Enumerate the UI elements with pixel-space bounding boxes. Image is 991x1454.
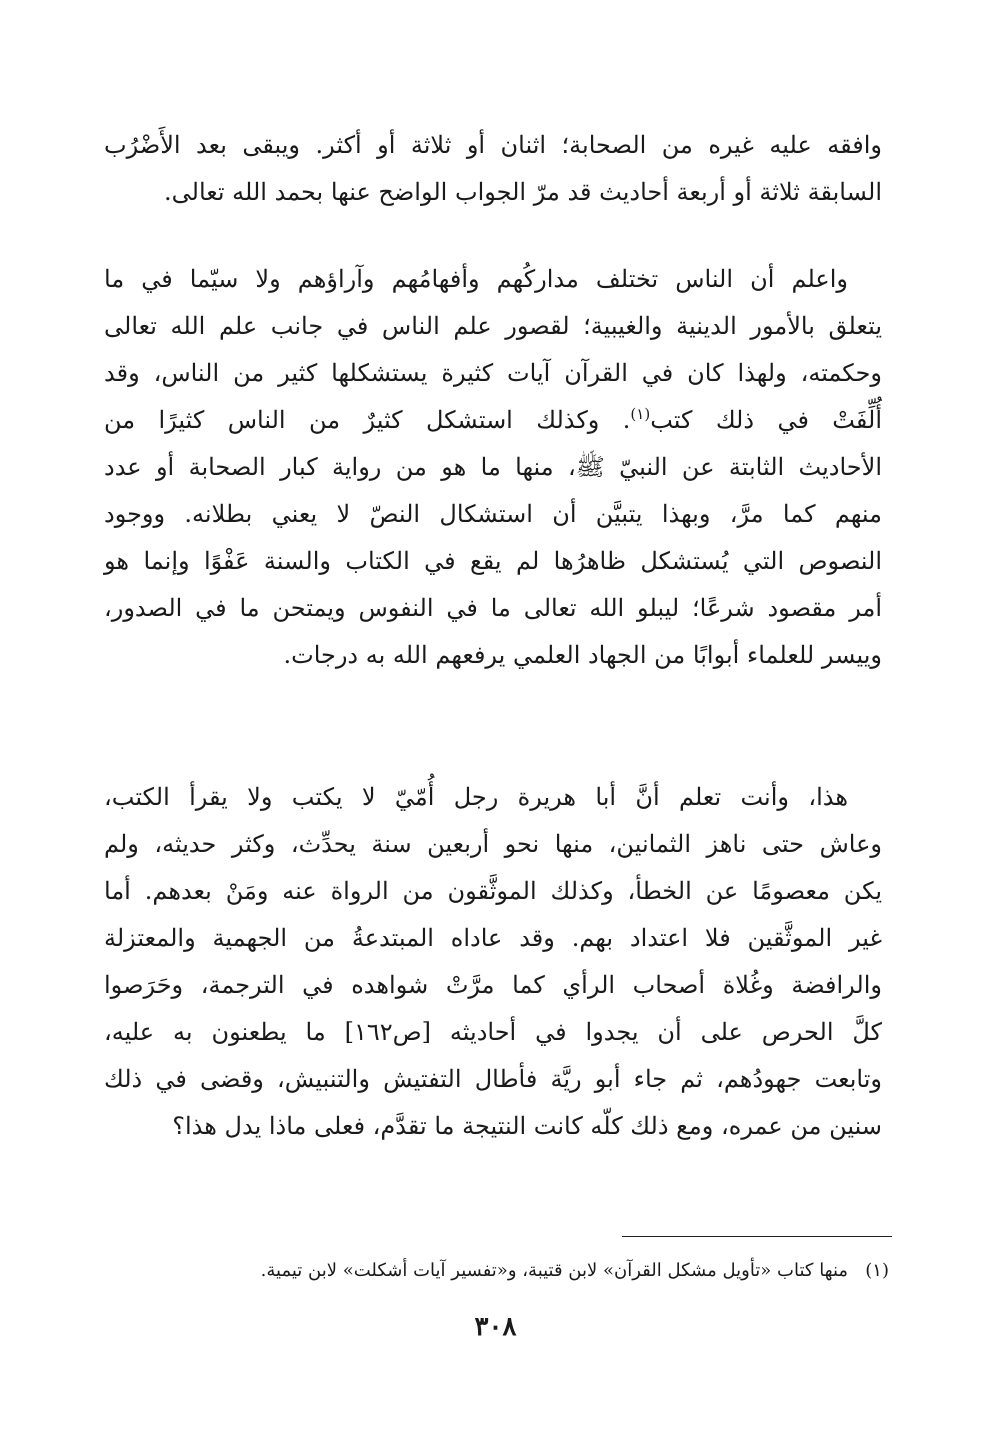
text-segment: . وكذلك استشكل كثيرٌ من الناس كثيرًا من [104,406,631,434]
text-line: وحكمته، ولهذا كان في القرآن آيات كثيرة يستشكلها كثير من الناس، وقد [104,359,882,387]
text-line: وتابعت جهودُهم، ثم جاء أبو ريَّة فأطال التفتيش والتنبيش، وقضى في ذلك [104,1065,882,1093]
text-line: يكن معصومًا عن الخطأ، وكذلك الموثَّقون من الرواة عنه ومَنْ بعدهم. أما [104,877,882,905]
text-line-with-footnote [104,397,882,444]
text-line: النصوص التي يُستشكل ظاهرُها لم يقع في الكتاب والسنة عَفْوًا وإنما هو [104,547,882,575]
text-line: وعاش حتى ناهز الثمانين، منها نحو أربعين سنة يحدِّث، وكثر حديثه، ولم [104,830,883,858]
text-line: واعلم أن الناس تختلف مداركُهم وأفهامُهم وآراؤهم ولا سيّما في ما [104,265,848,293]
text-line: غير الموثَّقين فلا اعتداد بهم. وقد عاداه المبتدعةُ من الجهمية والمعتزلة [104,924,882,952]
footnote-number: (١) [865,1260,889,1281]
text-line: الأحاديث الثابتة عن النبيّ ﷺ، منها ما هو من رواية كبار الصحابة أو عدد [104,453,882,481]
text-line: منهم كما مرَّ، وبهذا يتبيَّن أن استشكال النصّ لا يعني بطلانه. ووجود [104,500,882,528]
text-line: وافقه عليه غيره من الصحابة؛ اثنان أو ثلاثة أو أكثر. ويبقى بعد الأَضْرُب [104,131,882,159]
paragraph-3 [104,774,882,1150]
footnote [104,1256,889,1286]
text-line: أمر مقصود شرعًا؛ ليبلو الله تعالى ما في النفوس ويمتحن ما في الصدور، [104,594,882,622]
footnote-marker: (١) [630,405,651,423]
text-line: كلَّ الحرص على أن يجدوا في أحاديثه [ص١٦٢] ما يطعنون به عليه، [104,1018,882,1046]
paragraph-2 [104,256,882,679]
text-line: السابقة ثلاثة أو أربعة أحاديث قد مرّ الجواب الواضح عنها بحمد الله تعالى. [164,178,882,206]
text-line: سنين من عمره، ومع ذلك كلّه كانت النتيجة ما تقدَّم، فعلى ماذا يدل هذا؟ [172,1112,882,1140]
text-line: هذا، وأنت تعلم أنَّ أبا هريرة رجل أُمّيّ لا يكتب ولا يقرأ الكتب، [104,783,848,811]
text-line: والرافضة وغُلاة أصحاب الرأي كما مرَّتْ شواهده في الترجمة، وحَرَصوا [104,971,882,999]
page-number: ٣٠٨ [474,1312,517,1342]
paragraph-1 [104,122,882,216]
text-line: وييسر للعلماء أبوابًا من الجهاد العلمي يرفعهم الله به درجات. [283,641,882,669]
text-line: يتعلق بالأمور الدينية والغيبية؛ لقصور علم الناس في جانب علم الله تعالى [104,312,882,340]
footnote-divider [622,1236,892,1237]
text-segment: أُلِّفَتْ في ذلك كتب [650,406,882,434]
footnote-text: منها كتاب «تأويل مشكل القرآن» لابن قتيبة، و«تفسير آيات أشكلت» لابن تيمية. [260,1260,849,1281]
